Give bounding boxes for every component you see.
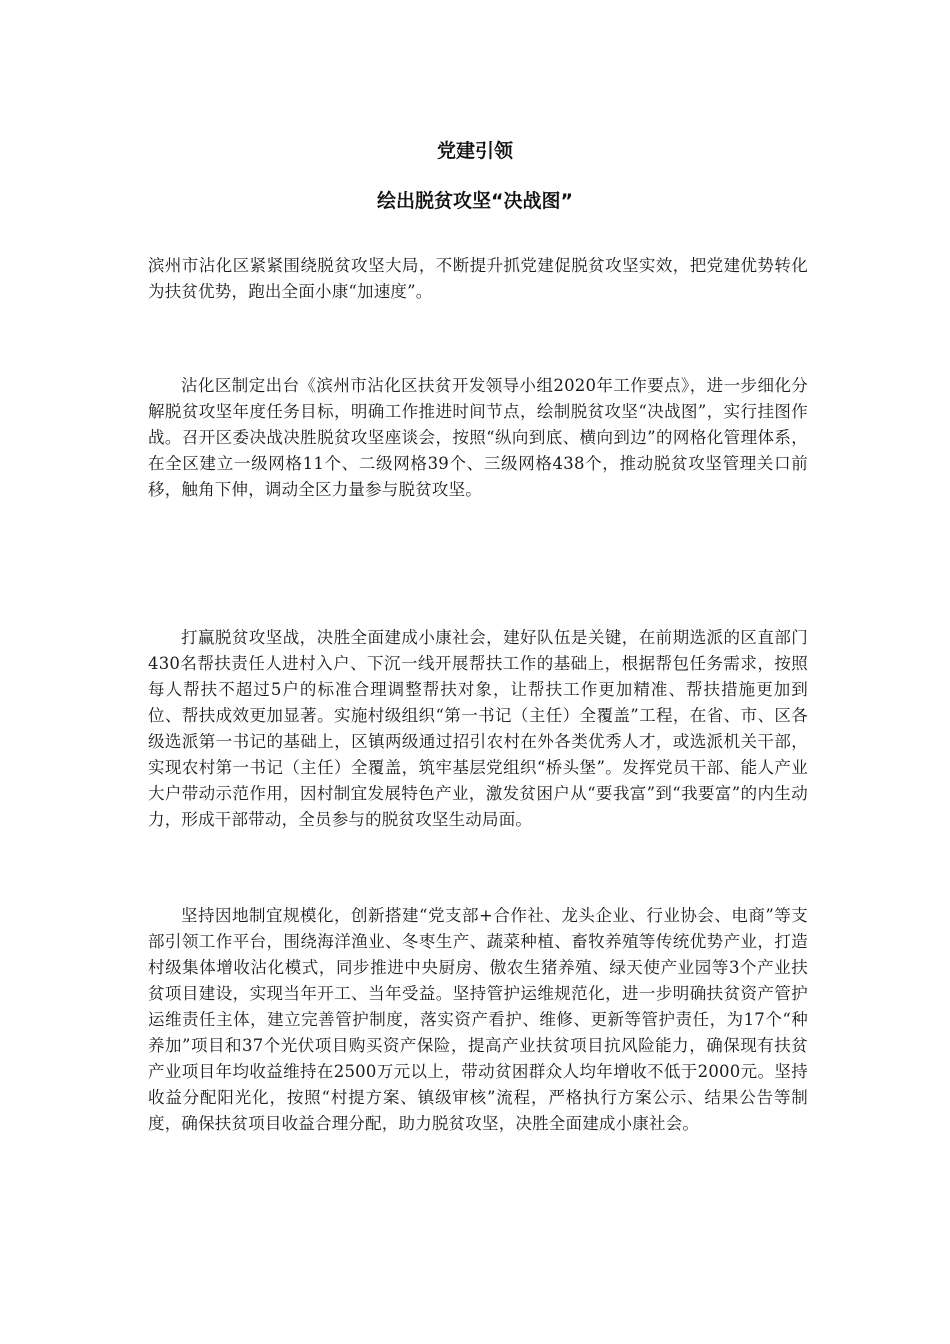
body-paragraph-1: 沾化区制定出台《滨州市沾化区扶贫开发领导小组2020年工作要点》，进一步细化分解脱贫攻坚年度任务目标，明确工作推进时间节点，绘制脱贫攻坚“决战图”，实行挂图作战。召开区委决战决胜脱贫攻坚座谈会，按照“纵向到底、横向到边”的网格化管理体系，在全区建立一级网格11个、二级网格39个、三级网格438个，推动脱贫攻坚管理关口前移，触角下伸，调动全区力量参与脱贫攻坚。 [148,376,808,499]
body-paragraph-3: 坚持因地制宜规模化，创新搭建“党支部+合作社、龙头企业、行业协会、电商”等支部引领工作平台，围绕海洋渔业、冬枣生产、蔬菜种植、畜牧养殖等传统优势产业，打造村级集体增收沾化模式，同步推进中央厨房、傲农生猪养殖、绿天使产业园等3个产业扶贫项目建设，实现当年开工、当年受益。坚持管护运维规范化，进一步明确扶贫资产管护运维责任主体，建立完善管护制度，落实资产看护、维修、更新等管护责任，为17个“种养加”项目和37个光伏项目购买资产保险，提高产业扶贫项目抗风险能力，确保现有扶贫产业项目年均收益维持在2500万元以上，带动贫困群众人均年增收不低于2000元。坚持收益分配阳光化，按照“村提方案、镇级审核”流程，严格执行方案公示、结果公告等制度，确保扶贫项目收益合理分配，助力脱贫攻坚，决胜全面建成小康社会。 [148,906,808,1133]
document-subtitle: 绘出脱贫攻坚“决战图” [377,190,573,212]
document-title: 党建引领 [436,140,513,162]
lead-paragraph: 滨州市沾化区紧紧围绕脱贫攻坚大局，不断提升抓党建促脱贫攻坚实效，把党建优势转化为扶贫优势，跑出全面小康“加速度”。 [148,256,808,301]
body-paragraph-2: 打赢脱贫攻坚战，决胜全面建成小康社会，建好队伍是关键，在前期选派的区直部门430名帮扶责任人进村入户、下沉一线开展帮扶工作的基础上，根据帮包任务需求，按照每人帮扶不超过5户的标准合理调整帮扶对象，让帮扶工作更加精准、帮扶措施更加到位、帮扶成效更加显著。实施村级组织“第一书记（主任）全覆盖”工程，在省、市、区各级选派第一书记的基础上，区镇两级通过招引农村在外各类优秀人才，或选派机关干部，实现农村第一书记（主任）全覆盖，筑牢基层党组织“桥头堡”。发挥党员干部、能人产业大户带动示范作用，因村制宜发展特色产业，激发贫困户从“要我富”到“我要富”的内生动力，形成干部带动，全员参与的脱贫攻坚生动局面。 [148,628,808,829]
